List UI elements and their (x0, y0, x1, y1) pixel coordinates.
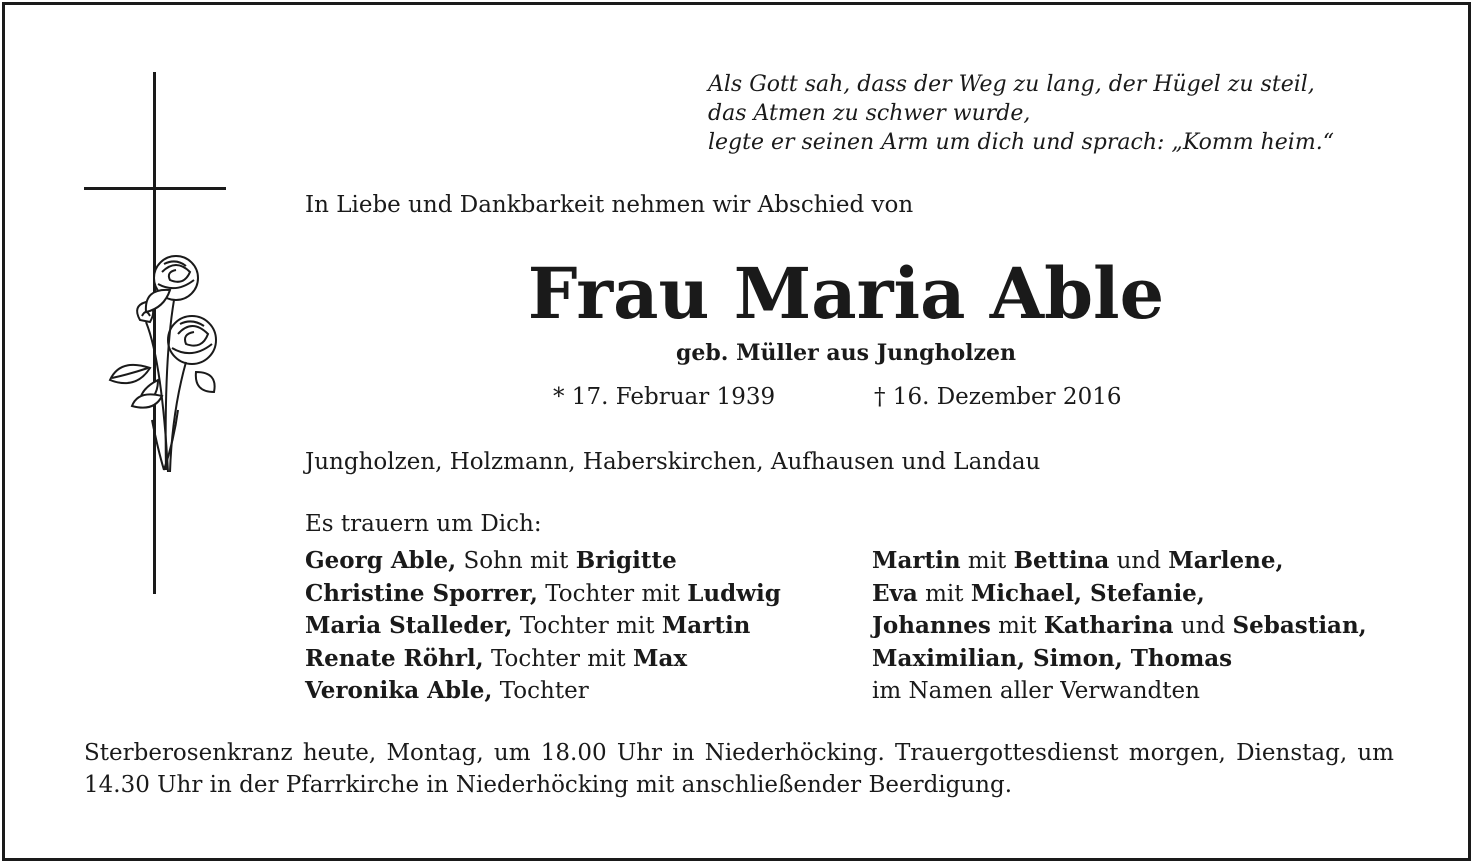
mourner-relation: Tochter mit (483, 645, 633, 672)
birth-name: geb. Müller aus Jungholzen (676, 340, 1016, 366)
mourner-name: Martin (872, 547, 961, 574)
mourner-name: Bettina (1013, 547, 1110, 574)
mourner-line (872, 610, 1367, 643)
mourner-relation: mit (917, 580, 971, 607)
mourner-name: Georg Able, (305, 547, 457, 574)
mourner-line (872, 643, 1367, 676)
mourner-line (872, 675, 1367, 708)
mourner-relation: und (1173, 613, 1233, 639)
mourner-relation: mit (960, 548, 1014, 574)
mourner-name: Marlene, (1168, 547, 1284, 574)
mourner-relation: Sohn mit (456, 548, 576, 574)
mourner-name: Ludwig (687, 579, 781, 607)
mourner-name: Katharina (1043, 612, 1174, 639)
mourner-relation: Tochter (492, 678, 589, 704)
mourner-name: Michael, Stefanie, (970, 579, 1205, 607)
poem-line-1: Als Gott sah, dass der Weg zu lang, der Hügel zu steil, (708, 72, 1315, 97)
mourner-name: Martin (661, 612, 751, 639)
mourner-name: Max (632, 644, 688, 672)
mourner-name: Maria Stalleder, (305, 612, 513, 639)
mourner-line (305, 610, 781, 643)
mourners-heading: Es trauern um Dich: (305, 511, 542, 537)
poem-quote (708, 70, 1334, 157)
mourner-line (872, 545, 1367, 578)
death-date: † 16. Dezember 2016 (874, 384, 1122, 410)
mourner-name: Veronika Able, (305, 677, 493, 704)
poem-line-2: das Atmen zu schwer wurde, (708, 101, 1031, 126)
mourner-line (305, 578, 781, 611)
mourner-relation: mit (990, 613, 1044, 639)
deceased-name: Frau Maria Able (527, 252, 1165, 335)
mourner-name: Johannes (872, 612, 991, 639)
mourners-right-column (872, 545, 1367, 708)
mourner-line (872, 578, 1367, 611)
mourner-name: Christine Sporrer, (305, 579, 538, 607)
birth-date: * 17. Februar 1939 (553, 384, 776, 410)
mourner-name: Eva (872, 579, 918, 607)
mourner-line (305, 545, 781, 578)
roses-icon (100, 250, 230, 480)
mourners-left-column (305, 545, 781, 708)
mourner-name: Sebastian, (1232, 612, 1367, 639)
mourner-relation: Tochter mit (537, 580, 688, 607)
cross-horizontal-bar (84, 187, 226, 190)
mourner-line (305, 643, 781, 676)
mourner-line (305, 675, 781, 708)
mourner-relation: Tochter mit (512, 613, 662, 639)
mourner-relation: im Namen aller Verwandten (872, 678, 1200, 704)
mourner-name: Renate Röhrl, (305, 644, 484, 672)
funeral-details: Sterberosenkranz heute, Montag, um 18.00 Uhr in Niederhöcking. Trauergottesdienst morgen, Dienstag, um 14.30 Uhr in der Pfarrkirche in Niederhöcking mit anschließender Beerdigung. (84, 740, 1394, 798)
poem-line-3: legte er seinen Arm um dich und sprach: „Komm heim.“ (708, 130, 1334, 155)
mourner-relation: und (1109, 548, 1169, 574)
intro-text: In Liebe und Dankbarkeit nehmen wir Abschied von (305, 192, 914, 218)
mourner-name: Brigitte (575, 547, 677, 574)
places-line: Jungholzen, Holzmann, Haberskirchen, Aufhausen und Landau (305, 449, 1041, 475)
mourner-name: Maximilian, Simon, Thomas (872, 644, 1233, 672)
